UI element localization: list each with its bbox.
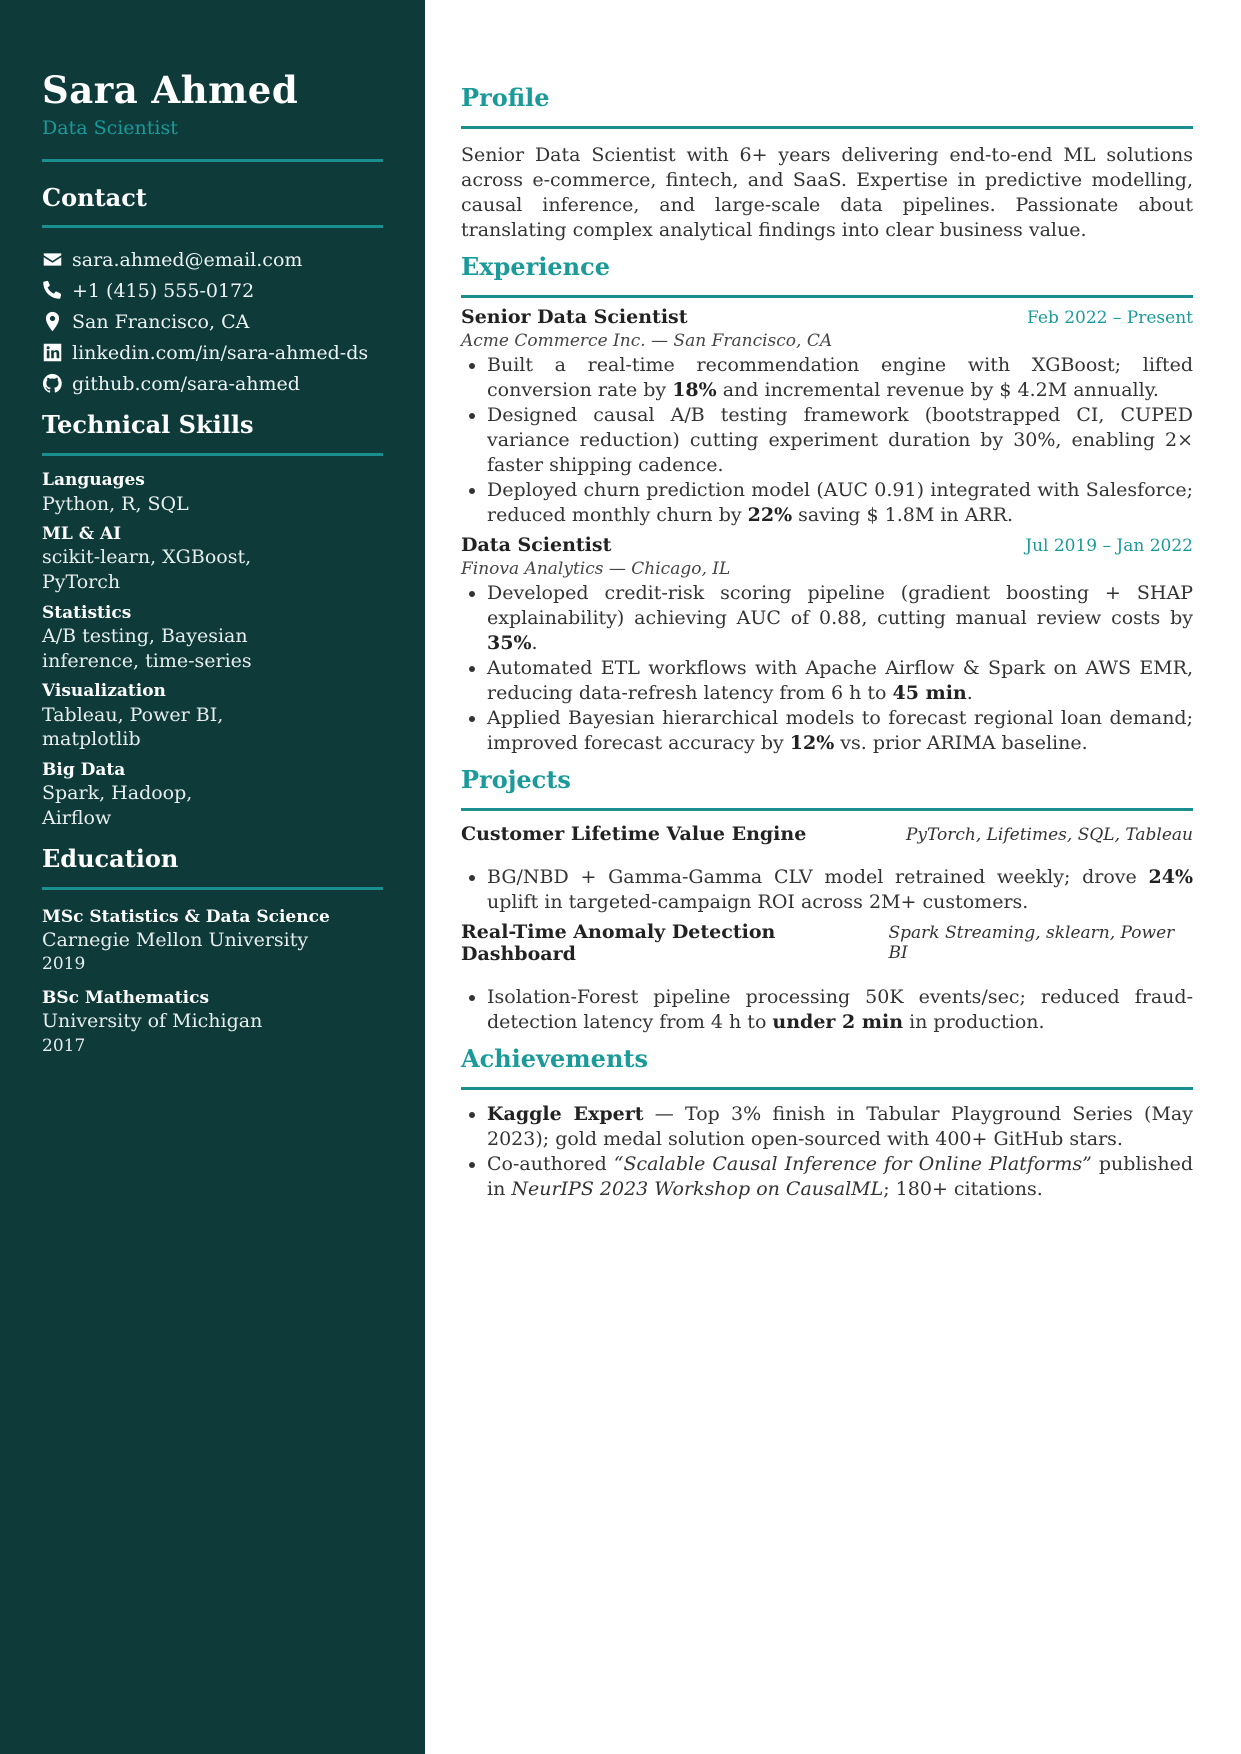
job-bullets bbox=[461, 353, 1193, 528]
achievements-heading: Achievements bbox=[461, 1044, 648, 1074]
achievement-item: • Kaggle Expert — Top 3% finish in Tabular Playground Series (May 2023); gold medal solution open-sourced with 400+ GitHub stars. bbox=[487, 1102, 1193, 1152]
skill-value: Tableau, Power BI, matplotlib bbox=[42, 703, 224, 751]
contact-location bbox=[42, 306, 383, 337]
achievements-section bbox=[461, 1045, 1193, 1202]
skill-value: Python, R, SQL bbox=[42, 492, 189, 515]
skill-group bbox=[42, 470, 383, 516]
skill-value: Spark, Hadoop, Airflow bbox=[42, 782, 193, 830]
email-icon bbox=[42, 249, 72, 270]
contact-phone[interactable] bbox=[42, 275, 383, 306]
divider bbox=[461, 808, 1193, 811]
projects-section bbox=[461, 766, 1193, 1035]
job-dates: Jul 2019 – Jan 2022 bbox=[1025, 535, 1193, 556]
bullet-item: • Deployed churn prediction model (AUC 0.91) integrated with Salesforce; reduced monthly churn by 22% saving $ 1.8M in ARR. bbox=[487, 478, 1193, 528]
job-company: Finova Analytics — Chicago, IL bbox=[461, 558, 731, 579]
contact-text: github.com/sara-ahmed bbox=[72, 372, 300, 395]
education-item bbox=[42, 906, 383, 978]
project-bullets bbox=[461, 865, 1193, 915]
job-dates: Feb 2022 – Present bbox=[1027, 307, 1193, 328]
skill-group bbox=[42, 603, 383, 674]
achievement-item: • Co-authored “Scalable Causal Inference for Online Platforms” published in NeurIPS 2023 Workshop on CausalML; 180+ citations. bbox=[487, 1152, 1193, 1202]
job-entry bbox=[461, 306, 1193, 528]
profile-text: Senior Data Scientist with 6+ years delivering end-to-end ML solutions across e-commerce, fintech, and SaaS. Expertise in predictive modelling, causal inference, and large-scale data pipelines. Passionate about translating complex analytical findings into clear business value. bbox=[461, 143, 1193, 241]
education-item bbox=[42, 987, 383, 1059]
bullet-item: • Built a real-time recommendation engine with XGBoost; lifted conversion rate by 18% and incremental revenue by $ 4.2M annually. bbox=[487, 353, 1193, 403]
skill-value: scikit-learn, XGBoost, PyTorch bbox=[42, 546, 252, 594]
divider bbox=[461, 1087, 1193, 1090]
contact-text: +1 (415) 555-0172 bbox=[72, 279, 255, 302]
linkedin-icon bbox=[42, 342, 72, 363]
phone-icon bbox=[42, 280, 72, 301]
job-title: Data Scientist bbox=[461, 533, 612, 556]
skill-label: ML & AI bbox=[42, 524, 122, 545]
divider bbox=[461, 295, 1193, 298]
project-tech: PyTorch, Lifetimes, SQL, Tableau bbox=[905, 825, 1193, 846]
divider bbox=[42, 225, 383, 228]
candidate-name: Sara Ahmed bbox=[42, 68, 299, 112]
contact-text: linkedin.com/in/sara-ahmed-ds bbox=[72, 341, 369, 364]
job-title: Senior Data Scientist bbox=[461, 305, 688, 328]
contact-linkedin[interactable] bbox=[42, 337, 383, 368]
bullet-item: • BG/NBD + Gamma-Gamma CLV model retrained weekly; drove 24% uplift in targeted-campaign ROI across 2M+ customers. bbox=[487, 865, 1193, 915]
location-icon bbox=[42, 311, 72, 332]
projects-heading: Projects bbox=[461, 765, 571, 795]
education-school: University of Michigan bbox=[42, 1010, 263, 1033]
sidebar bbox=[0, 0, 425, 1754]
profile-section bbox=[461, 84, 1193, 243]
skill-label: Statistics bbox=[42, 602, 132, 623]
project-entry bbox=[461, 921, 1193, 1035]
divider bbox=[42, 887, 383, 890]
skills-heading: Technical Skills bbox=[42, 410, 254, 440]
profile-heading: Profile bbox=[461, 83, 550, 112]
bullet-item: • Developed credit-risk scoring pipeline (gradient boosting + SHAP explainability) achieving AUC of 0.88, cutting manual review costs by 35%. bbox=[487, 581, 1193, 656]
contact-list bbox=[42, 244, 383, 399]
job-entry bbox=[461, 534, 1193, 756]
bullet-item: • Applied Bayesian hierarchical models to forecast regional loan demand; improved forecast accuracy by 12% vs. prior ARIMA baseline. bbox=[487, 706, 1193, 756]
skill-group bbox=[42, 760, 383, 831]
main-content bbox=[461, 0, 1193, 1202]
bullet-item: • Designed causal A/B testing framework (bootstrapped CI, CUPED variance reduction) cutting experiment duration by 30%, enabling 2× faster shipping cadence. bbox=[487, 403, 1193, 478]
divider bbox=[461, 126, 1193, 129]
contact-text: San Francisco, CA bbox=[72, 310, 250, 333]
job-company: Acme Commerce Inc. — San Francisco, CA bbox=[461, 330, 833, 351]
achievement-list bbox=[461, 1102, 1193, 1202]
skills-list bbox=[42, 470, 383, 830]
skill-label: Big Data bbox=[42, 760, 126, 781]
education-degree: BSc Mathematics bbox=[42, 988, 210, 1009]
project-tech: Spark Streaming, sklearn, Power BI bbox=[888, 923, 1175, 964]
contact-heading: Contact bbox=[42, 182, 147, 212]
experience-section bbox=[461, 253, 1193, 757]
github-icon bbox=[42, 373, 72, 394]
skill-label: Visualization bbox=[42, 681, 166, 702]
job-bullets bbox=[461, 581, 1193, 756]
divider bbox=[42, 453, 383, 456]
skill-group bbox=[42, 681, 383, 752]
skill-label: Languages bbox=[42, 470, 145, 491]
project-title: Customer Lifetime Value Engine bbox=[461, 823, 807, 846]
contact-github[interactable] bbox=[42, 368, 383, 399]
education-year: 2019 bbox=[42, 954, 86, 975]
divider bbox=[42, 159, 383, 162]
skill-group bbox=[42, 524, 383, 595]
education-heading: Education bbox=[42, 843, 179, 873]
bullet-item: • Automated ETL workflows with Apache Airflow & Spark on AWS EMR, reducing data-refresh latency from 6 h to 45 min. bbox=[487, 656, 1193, 706]
experience-heading: Experience bbox=[461, 251, 611, 281]
contact-text: sara.ahmed@email.com bbox=[72, 248, 303, 271]
education-year: 2017 bbox=[42, 1035, 86, 1056]
contact-email[interactable] bbox=[42, 244, 383, 275]
skill-value: A/B testing, Bayesian inference, time-series bbox=[42, 625, 252, 672]
project-entry bbox=[461, 823, 1193, 915]
education-school: Carnegie Mellon University bbox=[42, 928, 309, 951]
education-degree: MSc Statistics & Data Science bbox=[42, 906, 330, 927]
project-title: Real-Time Anomaly Detection Dashboard bbox=[461, 921, 776, 966]
project-bullets bbox=[461, 985, 1193, 1035]
candidate-role: Data Scientist bbox=[42, 116, 178, 139]
bullet-item: • Isolation-Forest pipeline processing 50K events/sec; reduced fraud-detection latency from 4 h to under 2 min in production. bbox=[487, 985, 1193, 1035]
